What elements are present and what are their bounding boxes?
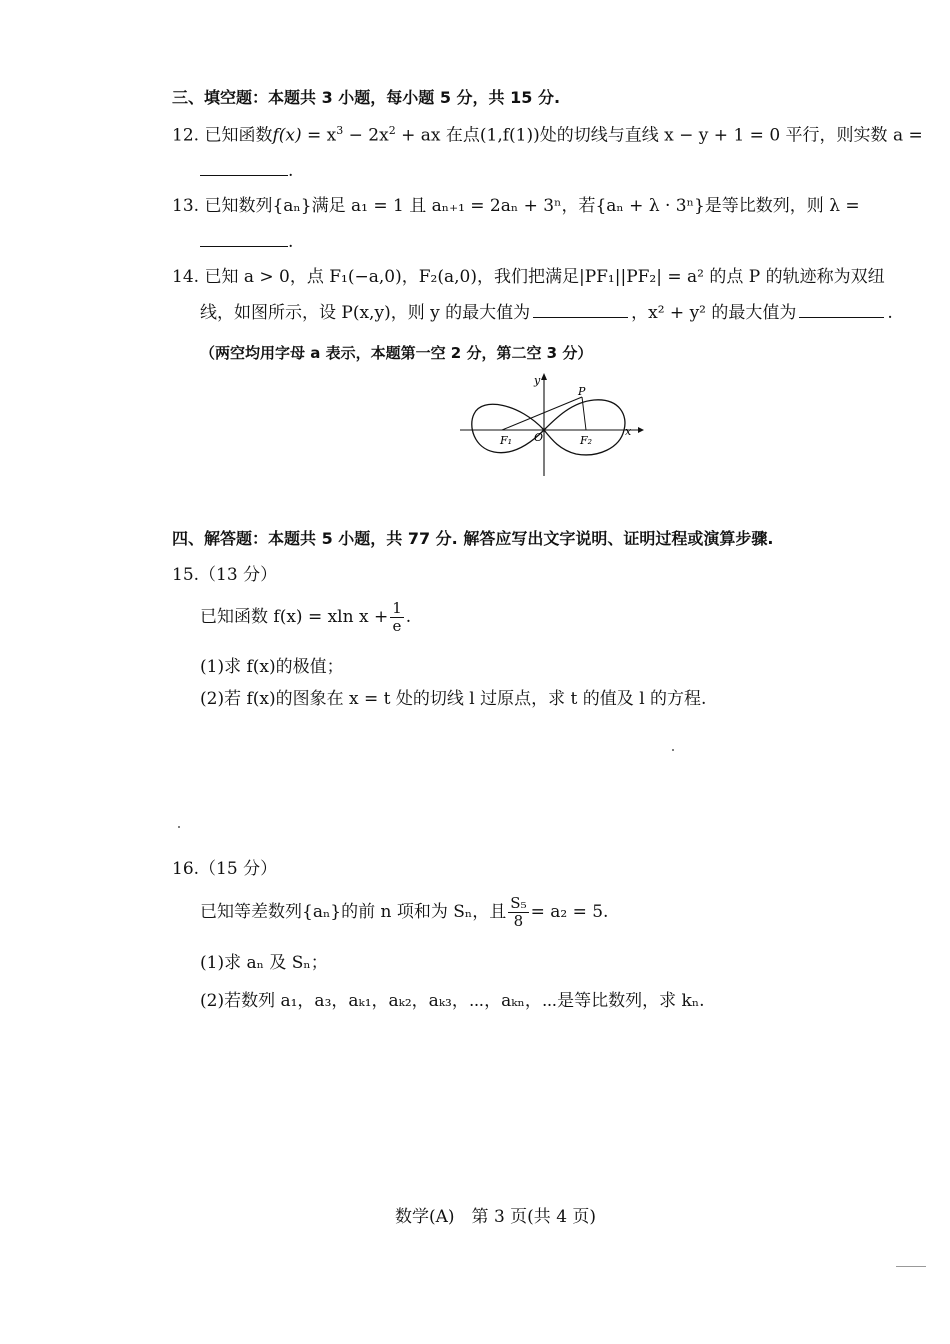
q16-fraction [508,895,528,930]
lemniscate-curve [472,400,625,455]
q12-answer-blank[interactable] [200,161,288,176]
q16-score: （15 分） [199,859,278,879]
q12-end: . [288,161,294,181]
focus-f1-label: F₁ [500,434,513,447]
scan-speck [178,826,180,828]
x-axis-label: x [625,425,632,438]
focus-f2-label: F₂ [580,434,593,447]
q16-part-2: (2)若数列 a₁，a₃，aₖ₁，aₖ₂，aₖ₃，⋯，aₖₙ，⋯是等比数列，求 kₙ. [200,991,705,1011]
origin-label: O [534,431,544,444]
q15-stem [200,598,411,636]
q12-text-c: + ax 在点(1,f(1))处的切线与直线 x − y + 1 = 0 平行，则实数 a = [395,125,923,146]
q14-line2 [200,302,893,324]
q12-text-b: − 2x [343,125,389,146]
page-footer: 数学(A) 第 3 页(共 4 页) [395,1207,597,1227]
question-15 [172,564,277,586]
q13-answer-blank[interactable] [200,232,288,247]
q14-number: 14. [172,267,200,287]
q15-fraction [390,600,404,635]
q15-frac-den: e [392,617,402,635]
q13-number: 13. [172,196,200,216]
lemniscate-figure [458,368,648,480]
x-axis-arrow [638,427,644,433]
q12-text-a: 已知函数 [204,125,273,146]
y-axis-arrow [541,373,547,380]
q12-number: 12. [172,125,200,146]
q15-number: 15. [172,565,200,585]
question-12: 12. 已知函数$f(x) = x^3 - 2x^2$ + ax 在点(1,f(1))处的切线与直线 x − y + 1 = 0 平行，则实数 a = [172,124,923,146]
q12-eq: = x [301,125,337,146]
q15-part-1: (1)求 f(x)的极值； [200,657,344,677]
question-16 [172,858,277,880]
q15-stem-end: . [405,607,412,627]
question-13 [172,195,860,217]
q15-frac-num: 1 [392,599,402,617]
q16-frac-den: 8 [513,912,524,930]
q13-end: . [288,232,294,252]
q12-answer-line [200,160,293,182]
q16-stem [200,893,608,931]
q15-score: （13 分） [199,565,278,585]
q15-stem-text: 已知函数 f(x) = xln x + [200,607,389,627]
q16-stem-text-b: = a₂ = 5. [530,902,609,922]
q12-function: f(x) [272,125,302,146]
q16-frac-num: S₅ [510,894,527,912]
q16-number: 16. [172,859,200,879]
q14-answer-blank-1[interactable] [533,303,628,318]
q14-note: （两空均用字母 a 表示，本题第一空 2 分，第二空 3 分） [200,344,593,362]
q13-answer-line [200,231,293,253]
section-3-heading: 三、填空题：本题共 3 小题，每小题 5 分，共 15 分. [172,88,561,107]
q14-line1: 已知 a > 0，点 F₁(−a,0)，F₂(a,0)，我们把满足|PF₁||PF₂| = a² 的点 P 的轨迹称为双纽 [204,267,885,287]
question-14 [172,266,885,288]
q14-answer-blank-2[interactable] [799,303,884,318]
q16-part-1: (1)求 aₙ 及 Sₙ； [200,953,328,973]
q14-line2-b: ，x² + y² 的最大值为 [631,303,797,323]
q16-stem-text-a: 已知等差数列{aₙ}的前 n 项和为 Sₙ，且 [200,902,507,922]
q14-line2-a: 线，如图所示，设 P(x,y)，则 y 的最大值为 [200,303,531,323]
q14-line2-end: . [887,303,893,323]
q15-part-2: (2)若 f(x)的图象在 x = t 处的切线 l 过原点，求 t 的值及 l 的方程. [200,689,707,709]
scan-speck [672,749,674,751]
q13-text: 已知数列{aₙ}满足 a₁ = 1 且 aₙ₊₁ = 2aₙ + 3ⁿ，若{aₙ + λ · 3ⁿ}是等比数列，则 λ = [204,196,860,216]
y-axis-label: y [534,374,541,387]
point-p-label: P [578,385,586,398]
scan-edge-mark [896,1266,926,1267]
segment-pf1 [502,397,582,430]
section-4-heading: 四、解答题：本题共 5 小题，共 77 分. 解答应写出文字说明、证明过程或演算步骤. [172,529,774,548]
